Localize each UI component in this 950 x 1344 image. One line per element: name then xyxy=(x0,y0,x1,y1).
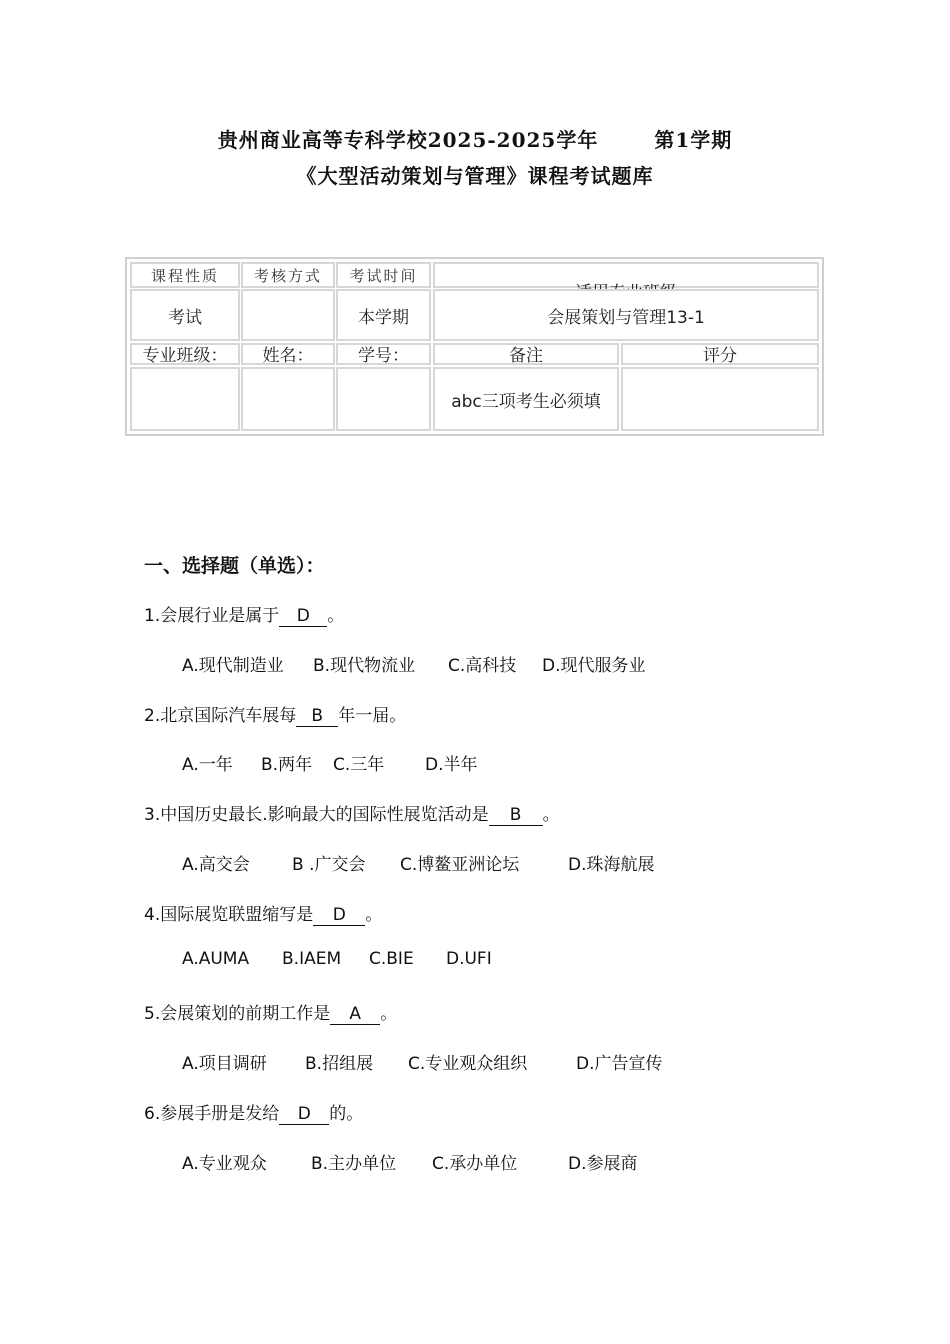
option-c: C.BIE xyxy=(369,949,414,969)
question-tail: 。 xyxy=(327,606,345,626)
answer-blank: D xyxy=(279,606,327,627)
question-tail: 。 xyxy=(380,1004,398,1024)
value-exam-time: 本学期 xyxy=(336,289,431,341)
header-note: 备注 xyxy=(433,343,619,365)
option-a: A.AUMA xyxy=(182,949,250,969)
option-d: D.UFI xyxy=(446,949,492,969)
value-name[interactable] xyxy=(241,367,335,431)
value-applicable-major: 会展策划与管理13-1 xyxy=(433,289,819,341)
option-b: B.两年 xyxy=(261,755,313,775)
question-2 xyxy=(144,701,406,727)
exam-info-table xyxy=(125,257,824,436)
header-course-nature: 课程性质 xyxy=(130,262,240,288)
option-c: C.博鳌亚洲论坛 xyxy=(400,855,520,875)
question-stem: 6.参展手册是发给 xyxy=(144,1104,280,1124)
options-5 xyxy=(182,1049,663,1074)
option-a: A.一年 xyxy=(182,755,233,775)
header-applicable-major xyxy=(433,262,819,288)
semester-label: 第1学期 xyxy=(654,128,733,152)
question-stem: 3.中国历史最长.影响最大的国际性展览活动是 xyxy=(144,805,489,825)
question-tail: 。 xyxy=(542,805,560,825)
options-3 xyxy=(182,850,655,875)
option-c: C.专业观众组织 xyxy=(408,1054,528,1074)
option-b: B.IAEM xyxy=(282,949,342,969)
header-score: 评分 xyxy=(621,343,819,365)
header-student-id: 学号： xyxy=(336,343,431,365)
option-a: A.高交会 xyxy=(182,855,250,875)
option-d: D.广告宣传 xyxy=(576,1054,663,1074)
value-assessment-method xyxy=(241,289,335,341)
option-b: B.招组展 xyxy=(305,1054,374,1074)
question-5 xyxy=(144,999,397,1025)
option-b: B.现代物流业 xyxy=(313,656,416,676)
question-3 xyxy=(144,800,560,826)
answer-blank: A xyxy=(330,1004,380,1025)
option-d: D.珠海航展 xyxy=(568,855,655,875)
options-4 xyxy=(182,949,492,969)
option-d: D.半年 xyxy=(425,755,478,775)
header-name: 姓名： xyxy=(241,343,335,365)
header-exam-time: 考试时间 xyxy=(336,262,431,288)
option-c: C.承办单位 xyxy=(432,1154,518,1174)
option-d: D.参展商 xyxy=(568,1154,638,1174)
header-class: 专业班级： xyxy=(130,343,240,365)
option-a: A.专业观众 xyxy=(182,1154,267,1174)
header-assessment-method: 考核方式 xyxy=(241,262,335,288)
answer-blank: B xyxy=(489,805,543,826)
option-a: A.项目调研 xyxy=(182,1054,267,1074)
value-note: abc三项考生必须填 xyxy=(433,367,619,431)
question-6 xyxy=(144,1099,363,1125)
option-a: A.现代制造业 xyxy=(182,656,284,676)
document-title-line2: 《大型活动策划与管理》课程考试题库 xyxy=(296,164,654,188)
school-year-title: 贵州商业高等专科学校2025-2025学年 xyxy=(217,128,599,152)
options-2 xyxy=(182,750,478,775)
answer-blank: D xyxy=(313,905,365,926)
question-stem: 5.会展策划的前期工作是 xyxy=(144,1004,331,1024)
section-title: 一、选择题（单选）： xyxy=(144,555,325,577)
options-6 xyxy=(182,1149,638,1174)
option-c: C.三年 xyxy=(333,755,385,775)
option-b: B .广交会 xyxy=(292,855,366,875)
answer-blank: D xyxy=(279,1104,329,1125)
question-stem: 1.会展行业是属于 xyxy=(144,606,280,626)
question-stem: 4.国际展览联盟缩写是 xyxy=(144,905,314,925)
question-4 xyxy=(144,900,382,926)
value-course-nature: 考试 xyxy=(130,289,240,341)
answer-blank: B xyxy=(296,706,338,727)
option-d: D.现代服务业 xyxy=(542,656,646,676)
options-1 xyxy=(182,651,646,676)
option-c: C.高科技 xyxy=(448,656,517,676)
value-class[interactable] xyxy=(130,367,240,431)
document-title-line1 xyxy=(0,124,950,153)
option-b: B.主办单位 xyxy=(311,1154,397,1174)
value-student-id[interactable] xyxy=(336,367,431,431)
question-stem: 2.北京国际汽车展每 xyxy=(144,706,297,726)
value-score xyxy=(621,367,819,431)
question-tail: 年一届。 xyxy=(338,706,407,726)
question-tail: 。 xyxy=(365,905,383,925)
question-1 xyxy=(144,601,344,627)
question-tail: 的。 xyxy=(329,1104,364,1124)
